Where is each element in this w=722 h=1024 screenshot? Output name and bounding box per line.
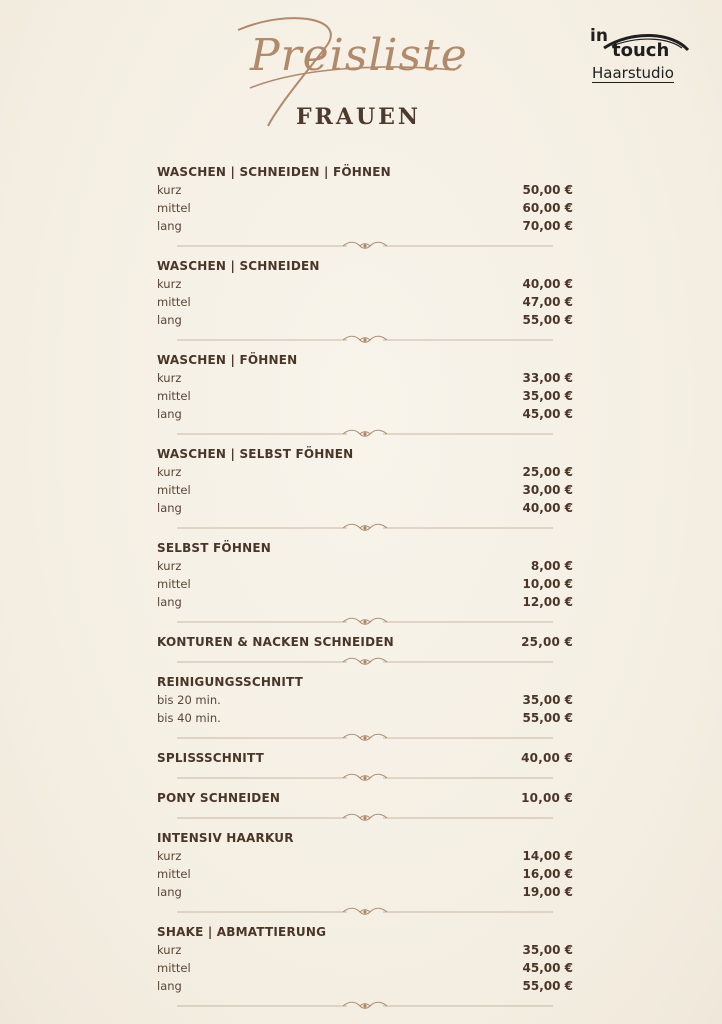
price-row bbox=[157, 499, 573, 517]
price-row bbox=[157, 865, 573, 883]
row-price: 55,00 € bbox=[522, 313, 573, 327]
row-label: kurz bbox=[157, 943, 182, 957]
ornament-divider-icon bbox=[157, 769, 573, 787]
ornament-divider bbox=[157, 903, 573, 921]
section-waschen-schneiden-foehnen bbox=[157, 163, 573, 235]
ornament-divider bbox=[157, 425, 573, 443]
row-price: 45,00 € bbox=[522, 961, 573, 975]
row-price: 55,00 € bbox=[522, 711, 573, 725]
row-label: lang bbox=[157, 595, 182, 609]
price-row bbox=[157, 293, 573, 311]
price-row bbox=[157, 709, 573, 727]
ornament-divider bbox=[157, 653, 573, 671]
row-label: lang bbox=[157, 407, 182, 421]
row-label: kurz bbox=[157, 183, 182, 197]
row-price: 25,00 € bbox=[522, 465, 573, 479]
row-label: lang bbox=[157, 885, 182, 899]
section-reinigungsschnitt bbox=[157, 673, 573, 727]
row-price: 16,00 € bbox=[522, 867, 573, 881]
row-price: 12,00 € bbox=[522, 595, 573, 609]
section-title: SELBST FÖHNEN bbox=[157, 541, 271, 555]
row-label: lang bbox=[157, 313, 182, 327]
section-title: PONY SCHNEIDEN bbox=[157, 791, 281, 805]
ornament-divider-icon bbox=[157, 519, 573, 537]
section-title: SPLISSSCHNITT bbox=[157, 751, 265, 765]
row-price: 8,00 € bbox=[530, 559, 573, 573]
row-label: bis 40 min. bbox=[157, 711, 221, 725]
logo-text-touch: touch bbox=[612, 40, 670, 61]
row-label: mittel bbox=[157, 867, 191, 881]
ornament-divider-icon bbox=[157, 425, 573, 443]
ornament-divider-icon bbox=[157, 653, 573, 671]
price-row bbox=[157, 311, 573, 329]
price-row bbox=[157, 181, 573, 199]
section-title: WASCHEN | SCHNEIDEN | FÖHNEN bbox=[157, 165, 391, 179]
section-title: WASCHEN | SCHNEIDEN bbox=[157, 259, 320, 273]
row-price: 55,00 € bbox=[522, 979, 573, 993]
section-title: SHAKE | ABMATTIERUNG bbox=[157, 925, 327, 939]
section-title: REINIGUNGSSCHNITT bbox=[157, 675, 304, 689]
row-price: 50,00 € bbox=[522, 183, 573, 197]
row-price: 30,00 € bbox=[522, 483, 573, 497]
ornament-divider bbox=[157, 331, 573, 349]
row-price: 40,00 € bbox=[522, 277, 573, 291]
section-shake-abmattierung bbox=[157, 923, 573, 995]
price-row bbox=[157, 217, 573, 235]
row-label: kurz bbox=[157, 559, 182, 573]
section-konturen-nacken bbox=[157, 633, 573, 651]
row-label: kurz bbox=[157, 849, 182, 863]
section-price: 40,00 € bbox=[521, 751, 573, 765]
row-label: lang bbox=[157, 219, 182, 233]
ornament-divider bbox=[157, 237, 573, 255]
section-title: KONTUREN & NACKEN SCHNEIDEN bbox=[157, 635, 394, 649]
row-label: mittel bbox=[157, 201, 191, 215]
row-price: 35,00 € bbox=[522, 389, 573, 403]
row-price: 14,00 € bbox=[522, 849, 573, 863]
price-row bbox=[157, 977, 573, 995]
row-label: kurz bbox=[157, 277, 182, 291]
price-row bbox=[157, 959, 573, 977]
row-label: mittel bbox=[157, 389, 191, 403]
row-price: 70,00 € bbox=[522, 219, 573, 233]
brand-logo bbox=[582, 26, 692, 92]
price-row bbox=[157, 883, 573, 901]
section-title: INTENSIV HAARKUR bbox=[157, 831, 294, 845]
price-list bbox=[157, 163, 573, 1017]
price-row bbox=[157, 575, 573, 593]
price-row bbox=[157, 405, 573, 423]
ornament-divider-icon bbox=[157, 809, 573, 827]
row-price: 33,00 € bbox=[522, 371, 573, 385]
ornament-divider bbox=[157, 519, 573, 537]
section-title: WASCHEN | FÖHNEN bbox=[157, 353, 298, 367]
row-label: mittel bbox=[157, 295, 191, 309]
ornament-divider bbox=[157, 729, 573, 747]
section-pony-schneiden bbox=[157, 789, 573, 807]
row-price: 19,00 € bbox=[522, 885, 573, 899]
logo-text-studio: Haarstudio bbox=[592, 64, 674, 82]
row-label: kurz bbox=[157, 371, 182, 385]
section-selbst-foehnen bbox=[157, 539, 573, 611]
row-price: 35,00 € bbox=[522, 693, 573, 707]
price-row bbox=[157, 593, 573, 611]
row-price: 45,00 € bbox=[522, 407, 573, 421]
price-row bbox=[157, 557, 573, 575]
ornament-divider-icon bbox=[157, 903, 573, 921]
price-row bbox=[157, 691, 573, 709]
row-price: 40,00 € bbox=[522, 501, 573, 515]
price-row bbox=[157, 369, 573, 387]
ornament-divider bbox=[157, 809, 573, 827]
ornament-divider-icon bbox=[157, 729, 573, 747]
row-label: mittel bbox=[157, 577, 191, 591]
row-price: 10,00 € bbox=[522, 577, 573, 591]
row-label: lang bbox=[157, 979, 182, 993]
row-label: mittel bbox=[157, 961, 191, 975]
row-label: bis 20 min. bbox=[157, 693, 221, 707]
ornament-divider bbox=[157, 997, 573, 1015]
ornament-divider bbox=[157, 769, 573, 787]
section-intensiv-haarkur bbox=[157, 829, 573, 901]
price-row bbox=[157, 387, 573, 405]
section-price: 25,00 € bbox=[521, 635, 573, 649]
page-subtitle: FRAUEN bbox=[296, 104, 422, 130]
row-price: 35,00 € bbox=[522, 943, 573, 957]
section-splissschnitt bbox=[157, 749, 573, 767]
ornament-divider-icon bbox=[157, 331, 573, 349]
ornament-divider-icon bbox=[157, 237, 573, 255]
row-label: kurz bbox=[157, 465, 182, 479]
row-price: 60,00 € bbox=[522, 201, 573, 215]
ornament-divider-icon bbox=[157, 997, 573, 1015]
ornament-divider bbox=[157, 613, 573, 631]
script-title: Preisliste bbox=[250, 30, 468, 81]
section-price: 10,00 € bbox=[521, 791, 573, 805]
section-title: WASCHEN | SELBST FÖHNEN bbox=[157, 447, 354, 461]
price-row bbox=[157, 847, 573, 865]
section-waschen-foehnen bbox=[157, 351, 573, 423]
row-label: mittel bbox=[157, 483, 191, 497]
ornament-divider-icon bbox=[157, 613, 573, 631]
row-label: lang bbox=[157, 501, 182, 515]
section-waschen-schneiden bbox=[157, 257, 573, 329]
price-row bbox=[157, 199, 573, 217]
price-row bbox=[157, 463, 573, 481]
section-waschen-selbst-foehnen bbox=[157, 445, 573, 517]
price-row bbox=[157, 275, 573, 293]
price-row bbox=[157, 941, 573, 959]
price-row bbox=[157, 481, 573, 499]
row-price: 47,00 € bbox=[522, 295, 573, 309]
logo-text-in: in bbox=[590, 26, 608, 46]
